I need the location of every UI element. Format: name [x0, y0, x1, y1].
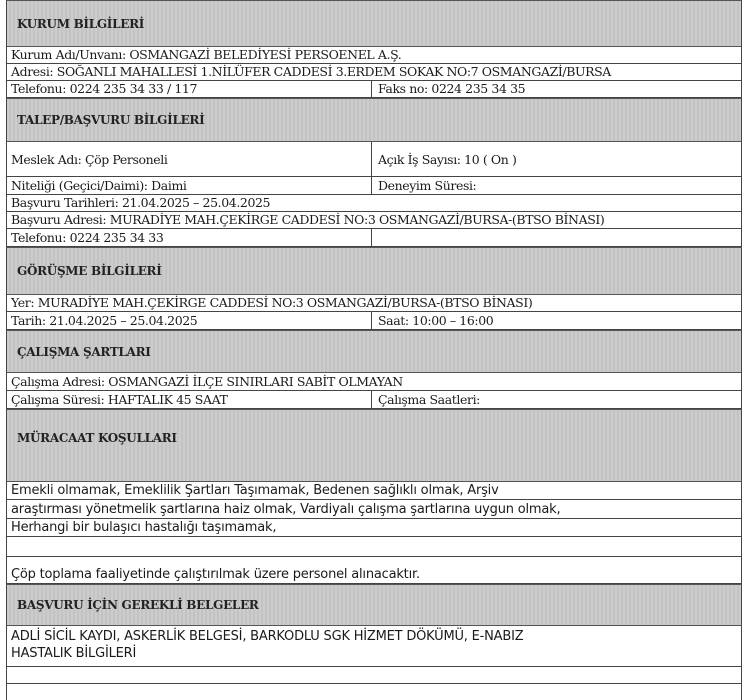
gorusme-tarih: Tarih: 21.04.2025 – 25.04.2025 [11, 313, 198, 328]
kurum-telefon-row [6, 81, 742, 98]
section-title: ÇALIŞMA ŞARTLARI [17, 344, 151, 359]
section-title: MÜRACAAT KOŞULLARI [17, 431, 177, 446]
basvuru-adresi: Başvuru Adresi: MURADİYE MAH.ÇEKİRGE CADDESİ NO:3 OSMANGAZİ/BURSA-(BTSO BİNASI) [11, 212, 605, 227]
belgeler-row [6, 626, 742, 667]
section-title: BAŞVURU İÇİN GEREKLİ BELGELER [17, 598, 259, 612]
calisma-saatleri: Çalışma Saatleri: [371, 391, 741, 408]
empty-cell [7, 684, 741, 700]
belgeler-line: HASTALIK BİLGİLERİ [11, 646, 137, 661]
meslek-adi: Meslek Adı: Çöp Personeli [11, 151, 168, 167]
kurum-adres-row [6, 64, 742, 81]
muracaat-text: Herhangi bir bulaşıcı hastalığı taşımamak, [11, 520, 277, 535]
calisma-suresi: Çalışma Süresi: HAFTALIK 45 SAAT [11, 392, 228, 407]
calisma-adres-row [6, 373, 742, 391]
muracaat-line [6, 500, 742, 519]
gorusme-yer: Yer: MURADİYE MAH.ÇEKİRGE CADDESİ NO:3 OSMANGAZİ/BURSA-(BTSO BİNASI) [11, 295, 533, 310]
kurum-adres: Adresi: SOĞANLI MAHALLESİ 1.NİLÜFER CADDESİ 3.ERDEM SOKAK NO:7 OSMANGAZİ/BURSA [11, 64, 611, 79]
muracaat-text [7, 537, 741, 556]
calisma-adresi: Çalışma Adresi: OSMANGAZİ İLÇE SINIRLARI SABİT OLMAYAN [11, 374, 403, 389]
belgeler-text [7, 626, 741, 666]
meslek-row [6, 142, 742, 177]
section-header-gorusme [6, 247, 742, 295]
gorusme-saat: Saat: 10:00 – 16:00 [371, 312, 741, 329]
acik-is-sayisi: Açık İş Sayısı: 10 ( On ) [371, 142, 741, 176]
empty-cell [7, 667, 741, 683]
belgeler-line: ADLİ SİCİL KAYDI, ASKERLİK BELGESİ, BARKODLU SGK HİZMET DÖKÜMÜ, E-NABIZ [11, 629, 524, 644]
basvuru-tarihleri: Başvuru Tarihleri: 21.04.2025 – 25.04.2025 [11, 195, 271, 210]
muracaat-text: Emekli olmamak, Emeklilik Şartları Taşımamak, Bedenen sağlıklı olmak, Arşiv [11, 483, 499, 498]
muracaat-text: Çöp toplama faaliyetinde çalıştırılmak üzere personel alınacaktır. [11, 567, 420, 582]
kurum-faks: Faks no: 0224 235 34 35 [371, 81, 741, 97]
calisma-sure-row [6, 391, 742, 409]
muracaat-text: araştırması yönetmelik şartlarına haiz olmak, Vardiyalı çalışma şartlarına uygun olmak, [11, 502, 561, 517]
talep-telefon-empty [371, 229, 741, 246]
section-header-talep [6, 98, 742, 142]
section-title: TALEP/BAŞVURU BİLGİLERİ [17, 113, 205, 127]
basvuru-tarihleri-row [6, 195, 742, 212]
kurum-adi: Kurum Adı/Unvanı: OSMANGAZİ BELEDİYESİ PERSOENEL A.Ş. [11, 47, 402, 62]
deneyim-suresi: Deneyim Süresi: [371, 177, 741, 194]
muracaat-line [6, 482, 742, 500]
kurum-adi-row [6, 47, 742, 64]
section-title: KURUM BİLGİLERİ [17, 16, 145, 31]
muracaat-line [6, 537, 742, 557]
gorusme-tarih-row [6, 312, 742, 330]
muracaat-line [6, 519, 742, 537]
gorusme-yer-row [6, 295, 742, 312]
section-header-calisma [6, 330, 742, 373]
kurum-telefon: Telefonu: 0224 235 34 33 / 117 [11, 81, 198, 96]
nitelik: Niteliği (Geçici/Daimi): Daimi [11, 178, 187, 193]
talep-telefon-row [6, 229, 742, 247]
section-header-belgeler [6, 584, 742, 626]
section-header-muracaat [6, 409, 742, 482]
belgeler-empty-row [6, 684, 742, 700]
section-title: GÖRÜŞME BİLGİLERİ [17, 264, 162, 278]
muracaat-line [6, 557, 742, 584]
section-header-kurum [6, 0, 742, 47]
nitelik-row [6, 177, 742, 195]
basvuru-adresi-row [6, 212, 742, 229]
belgeler-empty-row [6, 667, 742, 684]
talep-telefon: Telefonu: 0224 235 34 33 [11, 230, 164, 245]
